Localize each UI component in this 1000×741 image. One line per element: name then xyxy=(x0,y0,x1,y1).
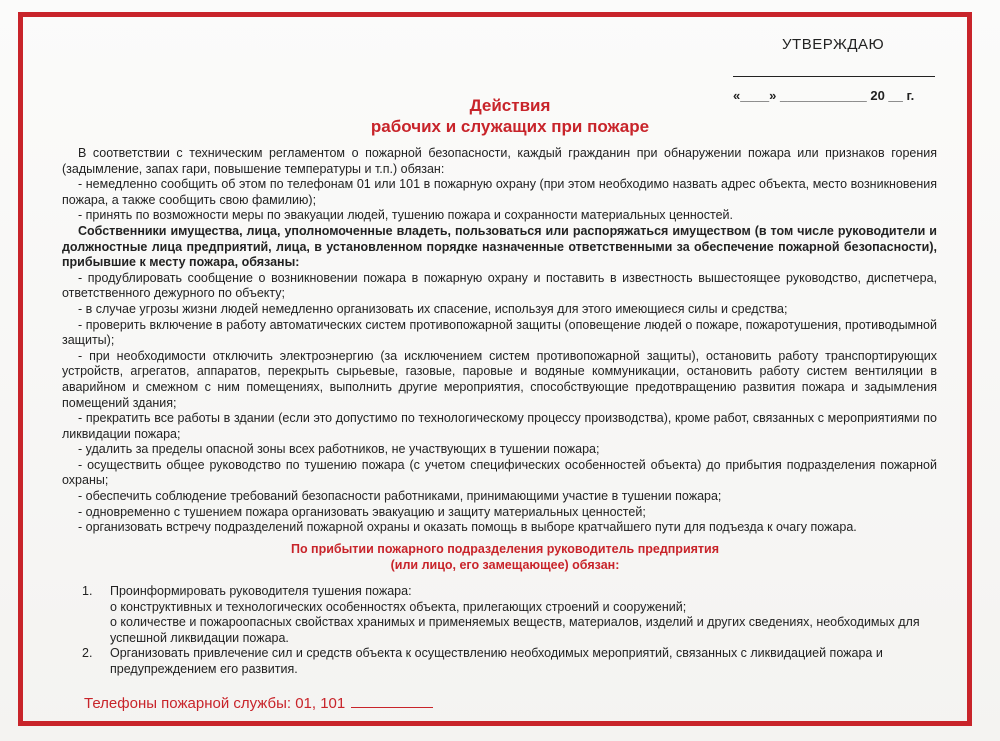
intro-paragraph: В соответствии с техническим регламентом о пожарной безопасности, каждый гражданин при обнаружении пожара или признаков горения (задымление, запах гари, повышение температуры и т.п.) обязан: xyxy=(62,146,937,176)
owner-item: - продублировать сообщение о возникновении пожара в пожарную охрану и поставить в известность вышестоящее руководство, диспетчера, ответственного дежурного по объекту; xyxy=(62,270,937,301)
owner-item: - осуществить общее руководство по тушению пожара (с учетом специфических особенностей объекта) до прибытия подразделения пожарной охраны; xyxy=(62,457,937,488)
owners-heading: Собственники имущества, лица, уполномоченные владеть, пользоваться или распоряжаться имуществом (в том числе руководители и должностные лица предприятий, лица, в установленном порядке назначенные ответственными за обеспечение пожарной безопасности), прибывшие к месту пожара, обязаны: xyxy=(62,223,937,270)
item-number: 1. xyxy=(82,584,93,598)
signature-line xyxy=(733,76,935,77)
item-line: о количестве и пожароопасных свойствах хранимых и применяемых веществ, материалов, изделий и других сведениях, необходимых для успешной ликвидации пожара. xyxy=(110,615,920,645)
title-line-1: Действия xyxy=(469,96,551,115)
page-title xyxy=(300,95,720,137)
fire-service-phones xyxy=(84,693,433,712)
arrival-heading xyxy=(240,541,770,573)
instruction-body xyxy=(62,146,937,536)
numbered-item xyxy=(82,646,932,677)
owner-item: - удалить за пределы опасной зоны всех работников, не участвующих в тушении пожара; xyxy=(78,442,600,457)
arrival-line-1: По прибытии пожарного подразделения руководитель предприятия xyxy=(290,542,720,556)
approve-label: УТВЕРЖДАЮ xyxy=(782,36,885,53)
item-number: 2. xyxy=(82,646,93,661)
owner-item: - в случае угрозы жизни людей немедленно организовать их спасение, используя для этого имеющиеся силы и средства; xyxy=(78,301,788,316)
title-line-2: рабочих и служащих при пожаре xyxy=(370,117,650,136)
owner-item: - обеспечить соблюдение требований безопасности работниками, принимающими участие в тушении пожара; xyxy=(78,489,722,504)
owner-item: - организовать встречу подразделений пожарной охраны и оказать помощь в выборе кратчайшего пути для подъезда к очагу пожара. xyxy=(78,520,857,535)
citizen-item: - принять по возможности меры по эвакуации людей, тушению пожара и сохранности материальных ценностей. xyxy=(78,208,734,223)
numbered-item xyxy=(82,584,932,646)
item-line: Организовать привлечение сил и средств объекта к осуществлению необходимых мероприятий, связанных с ликвидацией пожара и предупреждением его развития. xyxy=(110,646,883,676)
item-line: Проинформировать руководителя тушения пожара: xyxy=(110,584,412,598)
owner-item: - при необходимости отключить электроэнергию (за исключением систем противопожарной защиты), остановить работу транспортирующих устройств, агрегатов, аппаратов, перекрыть сырьевые, газовые, паровые и водяные коммуникации, остановить работу систем вентиляции в аварийном и смежном с ним помещениях, выполнить другие мероприятия, способствующие предотвращению развития пожара и задымления помещений здания; xyxy=(62,348,937,410)
citizen-item: - немедленно сообщить об этом по телефонам 01 или 101 в пожарную охрану (при этом необходимо назвать адрес объекта, место возникновения пожара, а также сообщить свою фамилию); xyxy=(62,177,937,207)
owner-item: - проверить включение в работу автоматических систем противопожарной защиты (оповещение людей о пожаре, пожаротушения, противодымной защиты); xyxy=(62,317,937,348)
item-line: о конструктивных и технологических особенностях объекта, прилегающих строений и сооружений; xyxy=(110,599,687,614)
phones-label: Телефоны пожарной службы: 01, 101 xyxy=(84,695,346,712)
owner-item: - одновременно с тушением пожара организовать эвакуацию и защиту материальных ценностей; xyxy=(78,504,646,519)
phone-blank-line xyxy=(351,693,433,708)
approve-date-line: «____» ____________ 20 __ г. xyxy=(733,88,915,103)
numbered-list xyxy=(82,584,932,678)
arrival-line-2: (или лицо, его замещающее) обязан: xyxy=(390,558,620,572)
owner-item: - прекратить все работы в здании (если это допустимо по технологическому процессу производства), кроме работ, связанных с мероприятиями по ликвидации пожара; xyxy=(62,411,937,441)
